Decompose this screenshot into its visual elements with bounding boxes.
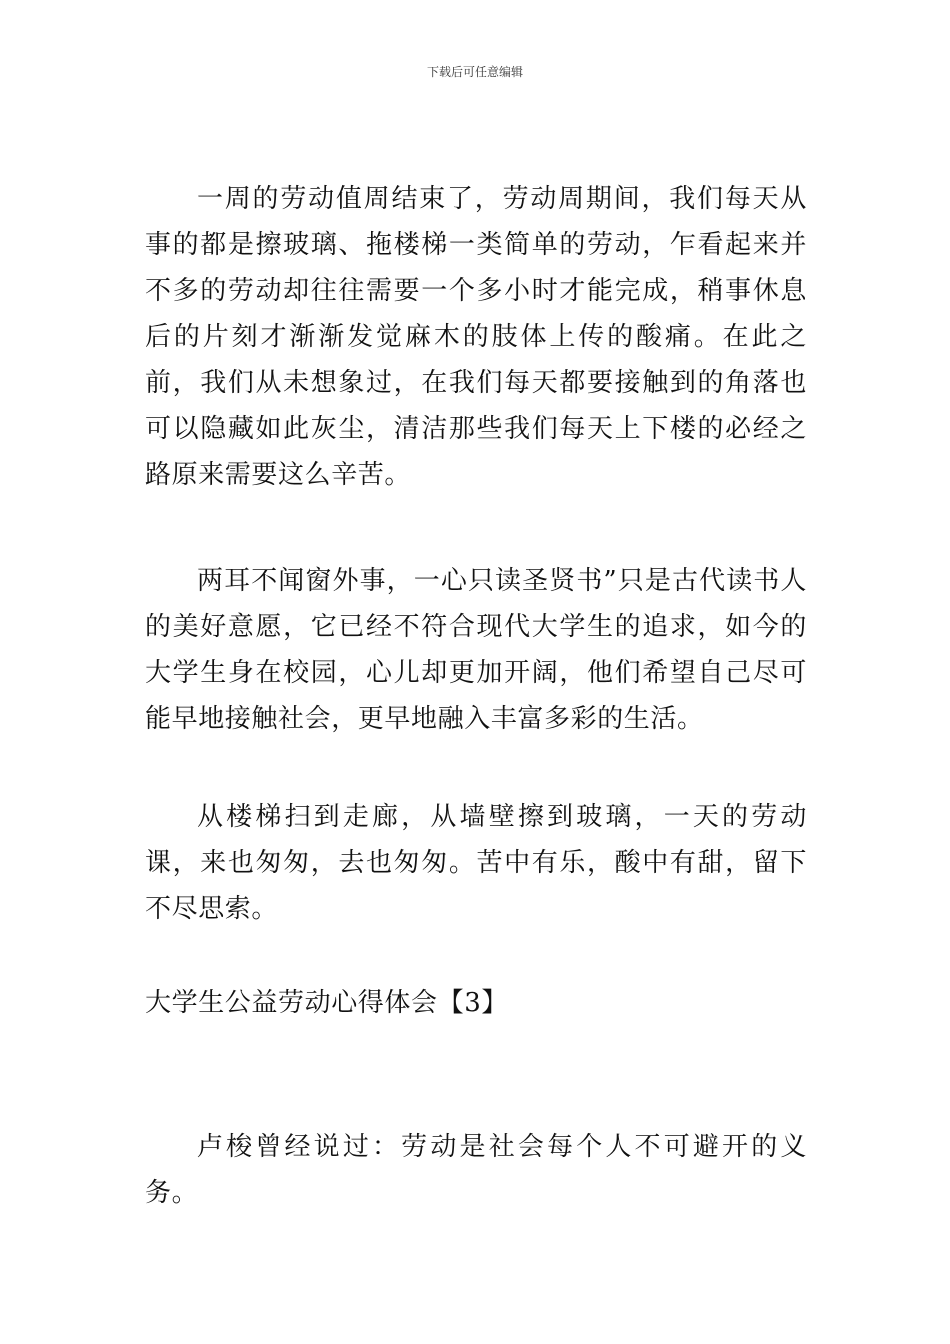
paragraph-students: 两耳不闻窗外事，一心只读圣贤书”只是古代读书人的美好意愿，它已经不符合现代大学生的追求，如今的大学生身在校园，心儿却更加开阔，他们希望自己尽可能早地接触社会，更早地融入丰富多彩的生活。 xyxy=(145,566,807,734)
paragraph-spacer xyxy=(145,742,807,794)
section-spacer xyxy=(145,1026,807,1124)
document-body xyxy=(145,176,807,1216)
section-title: 大学生公益劳动心得体会【3】 xyxy=(145,988,508,1018)
paragraph-rousseau: 卢梭曾经说过：劳动是社会每个人不可避开的义务。 xyxy=(145,1132,807,1208)
paragraph-labor-week: 一周的劳动值周结束了，劳动周期间，我们每天从事的都是擦玻璃、拖楼梯一类简单的劳动，乍看起来并不多的劳动却往往需要一个多小时才能完成，稍事休息后的片刻才渐渐发觉麻木的肢体上传的酸痛。在此之前，我们从未想象过，在我们每天都要接触到的角落也可以隐藏如此灰尘，清洁那些我们每天上下楼的必经之路原来需要这么辛苦。 xyxy=(145,184,807,490)
page-header: 下载后可任意编辑 xyxy=(426,65,523,79)
paragraph-spacer xyxy=(145,932,807,980)
paragraph-labor-class: 从楼梯扫到走廊，从墙壁擦到玻璃，一天的劳动课，来也匆匆，去也匆匆。苦中有乐，酸中有甜，留下不尽思索。 xyxy=(145,802,807,924)
paragraph-spacer xyxy=(145,498,807,558)
